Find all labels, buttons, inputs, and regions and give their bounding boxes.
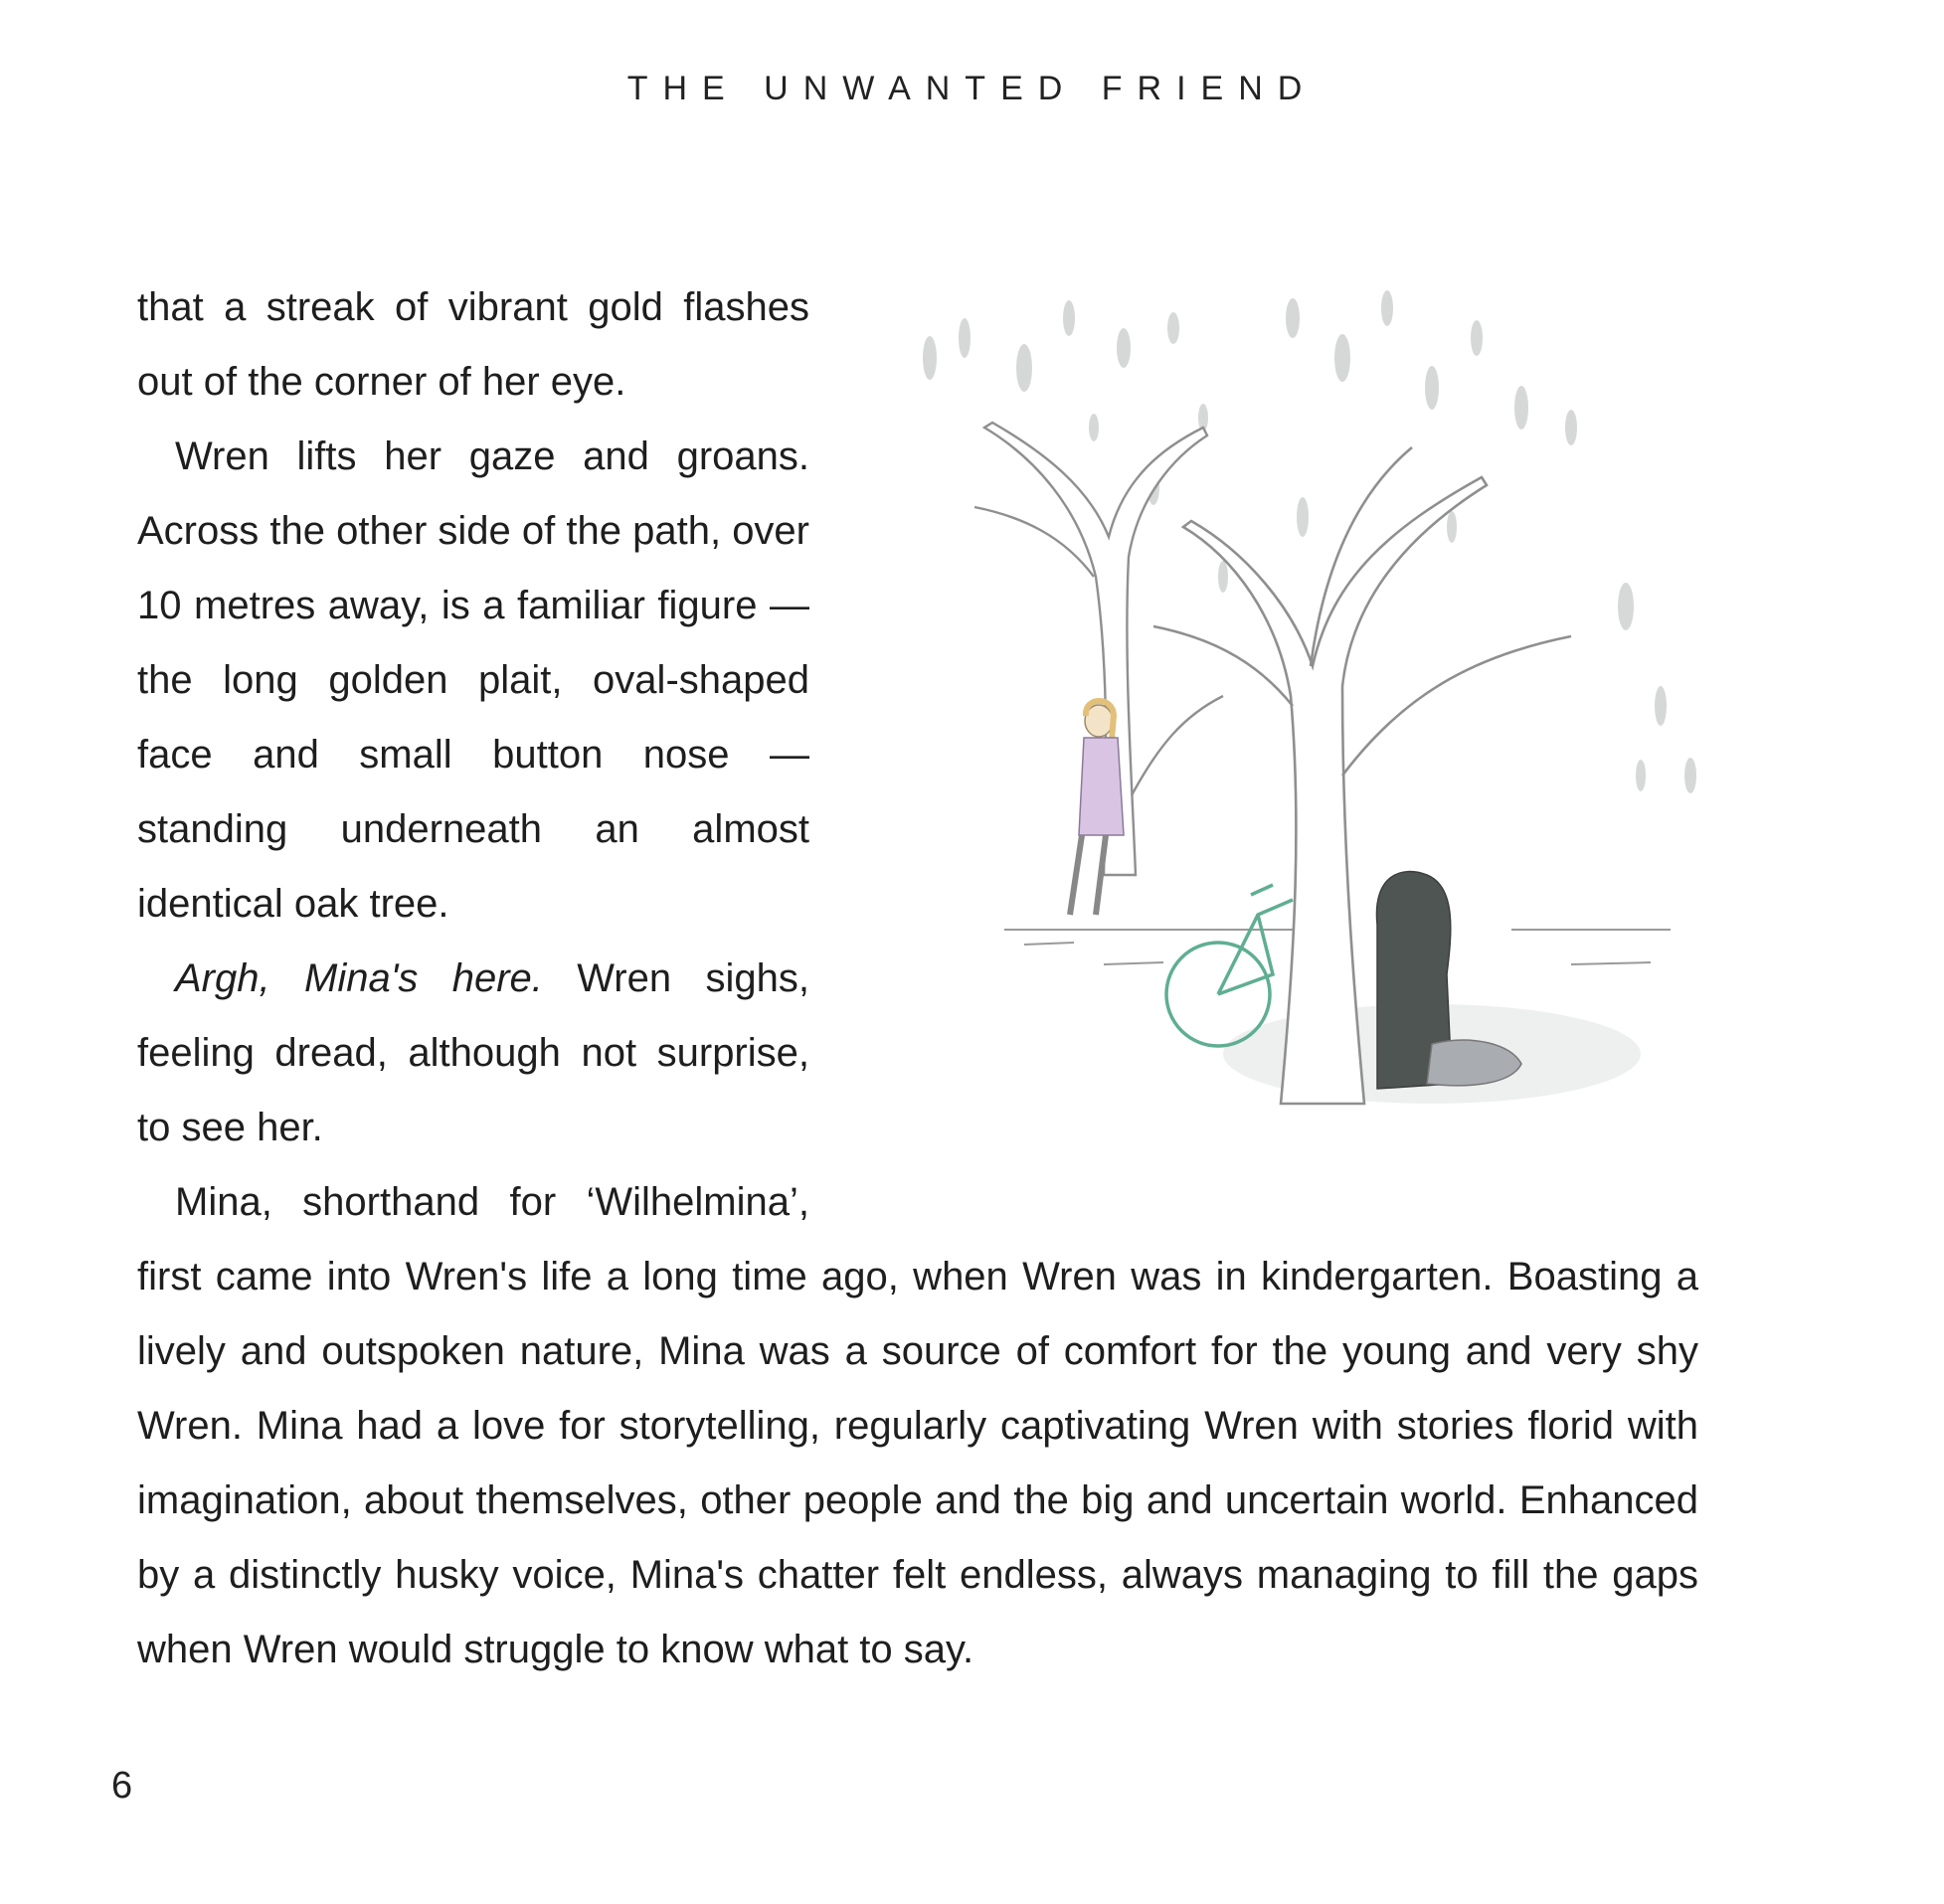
paragraph-3 [137, 942, 809, 1165]
full-width-text [137, 1240, 1698, 1687]
page-number: 6 [111, 1765, 133, 1807]
narrow-text-column [137, 270, 809, 1240]
paragraph-2: Wren lifts her gaze and groans. Across the other side of the path, over 10 metres away, is a familiar figure — the long golden plait, oval-shaped face and small button nose — standing underneath an almost identical oak tree. [137, 434, 809, 926]
right-tree [1153, 447, 1571, 1104]
running-head-title: THE UNWANTED FRIEND [626, 70, 1318, 107]
wren-figure [1376, 872, 1521, 1089]
park-tree-illustration [875, 278, 1800, 1173]
paragraph-4-start: Mina, shorthand for ‘Wilhelmina’, [175, 1180, 809, 1224]
paragraph-1: that a streak of vibrant gold flashes out of the corner of her eye. [137, 285, 809, 404]
paragraph-3-thought: Argh, Mina's here. [175, 956, 543, 1000]
paragraph-4-rest: first came into Wren's life a long time ago, when Wren was in kindergarten. Boasting a lively and outspoken nature, Mina was a source of comfort for the young and very shy Wren. Mina had a love for storytelling, regularly captivating Wren with stories florid with imagination, about themselves, other people and the big and uncertain world. Enhanced by a distinctly husky voice, Mina's chatter felt endless, always managing to fill the gaps when Wren would struggle to know what to say. [137, 1255, 1698, 1671]
paragraph-3-rest: Wren sighs, feeling dread, although not surprise, to see her. [137, 956, 809, 1149]
